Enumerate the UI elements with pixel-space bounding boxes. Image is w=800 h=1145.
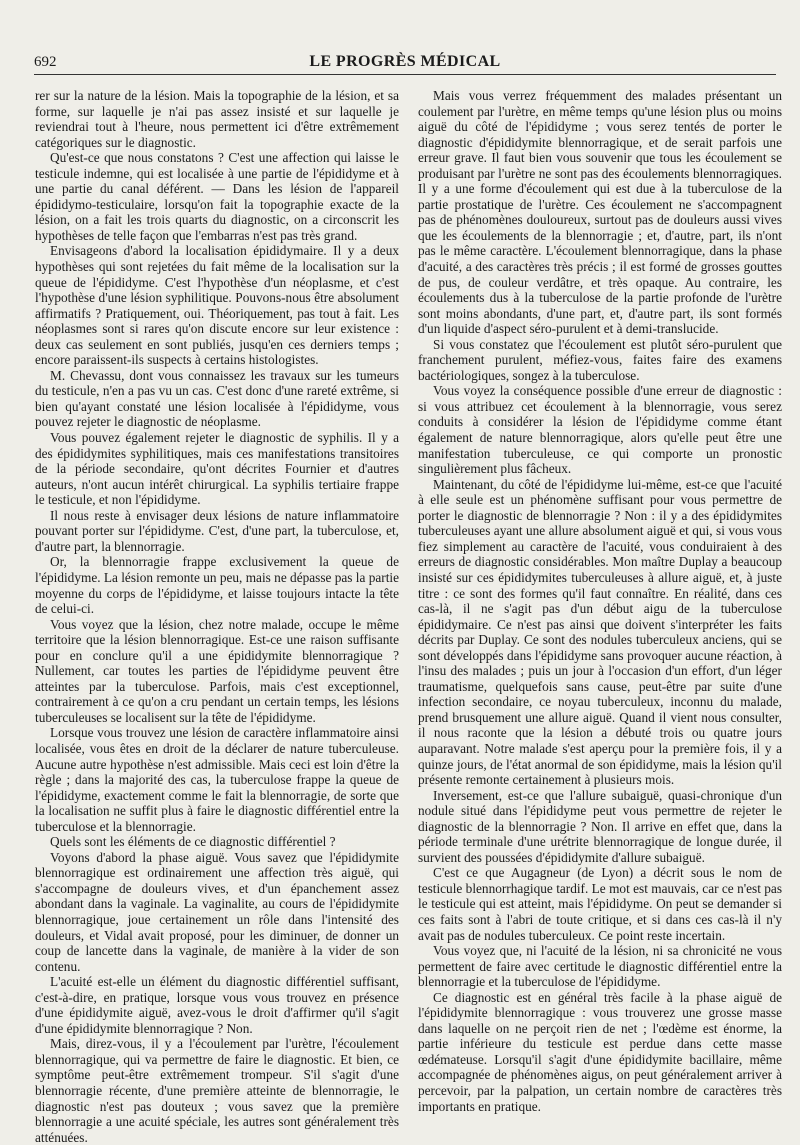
left-column [35, 88, 399, 1145]
paragraph: C'est ce que Augagneur (de Lyon) a décrit sous le nom de testicule blennorrhagique tardif. Le mot est mauvais, car ce n'est pas le testicule qui est atteint, mais l'épididyme. On peut se demander si ces faits sont à l'abri de toute critique, et si dans ces cas-là il n'y avait pas de nodules tuberculeux. Ce point reste incertain. [418, 865, 782, 943]
paragraph: Lorsque vous trouvez une lésion de caractère inflammatoire ainsi localisée, vous êtes en droit de la déclarer de nature tuberculeuse. Aucune autre hypothèse n'est admissible. Mais ceci est loin d'être la règle ; dans la majorité des cas, la tuberculose frappe la queue de l'épididyme, exactement comme le fait la blennorragie, de sorte que la localisation ne suffit plus à faire le diagnostic différentiel entre la tuberculose et la blennorragie. [35, 725, 399, 834]
page-header [34, 52, 776, 75]
paragraph: Mais vous verrez fréquemment des malades présentant un coulement par l'urètre, en même temps qu'une lésion plus ou moins aiguë du côté de l'épididyme ; vous serez tentés de porter le diagnostic d'épididymite blennorragique, et de serait parfois une erreur grave. Il faut bien vous souvenir que tous les écoulement se produisant par l'urètre ne sont pas des écoulements blennorragiques. Il y a une forme d'écoulement qui est due à la tuberculose de la partie prostatique de l'urètre. Ces écoulement ne s'accompagnent pas de phénomènes douloureux, surtout pas de douleurs aussi vives que les écoulements de la blennorragie ; et, d'autre, part, ils n'ont pas le même caractère. L'écoulement blennorragique, dans la phase d'acuité, a des caractères très précis ; il est formé de grosses gouttes de pus, de couleur verdâtre, et très opaque. Au contraire, les écoulements dus à la tuberculose de la partie profonde de l'urètre sont moins abondants, d'une part, et, d'autre part, ils sont formés d'un liquide d'aspect séro-purulent et à demi-translucide. [418, 88, 782, 337]
paragraph: Il nous reste à envisager deux lésions de nature inflammatoire pouvant porter sur l'épididyme. C'est, d'une part, la tuberculose, et, d'autre part, la blennorragie. [35, 507, 399, 554]
journal-title: LE PROGRÈS MÉDICAL [309, 53, 501, 70]
paragraph: Maintenant, du côté de l'épididyme lui-même, est-ce que l'acuité à elle seule est un phénomène suffisant pour vous permettre de porter le diagnostic de blennorragie ? Non : il y a des épididymites tuberculeuses ayant une allure absolument aiguë et qui, si vous vous fiez simplement au caractère de l'acuité, vous conduiraient à des erreurs de diagnostic considérables. Mon maître Duplay a beaucoup insisté sur ces épididymites tuberculeuses à allure aiguë, et, à juste titre : ce sont des formes qu'il faut connaître. En réalité, dans ces cas-là, il ne s'agit pas d'un début aigu de la tuberculose épididymaire. Ce n'est pas ainsi que doivent s'interpréter les faits décrits par Duplay. Ce sont des nodules tuberculeux anciens, qui se sont développés dans l'épididyme sans provoquer aucune réaction, à l'insu des malades ; puis un jour à l'occasion d'un effort, d'un léger traumatisme, quelquefois sans cause, peut-être par suite d'une infection secondaire, ce noyau tuberculeux, inconnu du malade, prend brusquement une allure aiguë. Quand il vient nous consulter, il nous raconte que la lésion a débuté trois ou quatre jours auparavant. Notre malade s'est aperçu pour la première fois, il y a quinze jours, de l'état anormal de son épididyme, mais la lésion qu'il présente remonte certainement à plusieurs mois. [418, 476, 782, 788]
paragraph: Qu'est-ce que nous constatons ? C'est une affection qui laisse le testicule indemne, qui est localisée à une partie de l'épididyme et à une partie du canal déférent. — Dans les lésion de l'appareil épididymo-testiculaire, lorsqu'on fait la topographie exacte de la lésion, on a fait les trois quarts du diagnostic, on a circonscrit les hypothèses de telle façon que l'embarras n'est pas très grand. [35, 150, 399, 243]
paragraph: Inversement, est-ce que l'allure subaiguë, quasi-chronique d'un nodule situé dans l'épididyme peut vous permettre de rejeter le diagnostic de la blennorragie ? Non. Il arrive en effet que, dans la période terminale d'une urétrite blennorragique de longue durée, il survient des poussées d'épididymite d'allure subaiguë. [418, 787, 782, 865]
paragraph: L'acuité est-elle un élément du diagnostic différentiel suffisant, c'est-à-dire, en pratique, lorsque vous vous trouvez en présence d'une épididymite aiguë, avez-vous le droit d'affirmer qu'il s'agit d'une épididymite blennorragique ? Non. [35, 974, 399, 1036]
paragraph: Quels sont les éléments de ce diagnostic différentiel ? [50, 834, 336, 850]
paragraph: Mais, direz-vous, il y a l'écoulement par l'urètre, l'écoulement blennorragique, qui va permettre de faire le diagnostic. Et bien, ce symptôme peut-être extrêmement trompeur. S'il s'agit d'une blennorragie récente, d'une première atteinte de blennorragie, le diagnostic n'est pas douteux ; vous savez que la première blennorragie a une acuité spéciale, les autres sont généralement très atténuées. [35, 1036, 399, 1145]
paragraph: Or, la blennorragie frappe exclusivement la queue de l'épididyme. La lésion remonte un peu, mais ne dépasse pas la partie moyenne du corps de l'épididyme, et laisse toujours intacte la tête de celui-ci. [35, 554, 399, 617]
paragraph: Envisageons d'abord la localisation épididymaire. Il y a deux hypothèses qui sont rejetées du fait même de la localisation sur la queue de l'épididyme. C'est l'hypothèse d'un néoplasme, et c'est l'hypothèse d'une lésion syphilitique. Pouvons-nous être absolument affirmatifs ? Pratiquement, oui. Théoriquement, pas tout à fait. Les néoplasmes sont si rares qu'on discute encore sur leur existence : deux cas seulement en sont publiés, jusqu'en ces derniers temps ; encore paraissent-ils suspects à certains histologistes. [35, 243, 399, 368]
paragraph: Vous voyez que la lésion, chez notre malade, occupe le même territoire que la lésion blennorragique. Est-ce une raison suffisante pour en conclure qu'il a une épididymite blennorragique ? Nullement, car toutes les parties de l'épididyme peuvent être atteintes par la tuberculose. Parfois, mais c'est exceptionnel, contrairement à ce qu'on a cru pendant un certain temps, les lésions tuberculeuses se localisent sur la tête de l'épididyme. [35, 616, 399, 725]
page-number: 692 [34, 54, 57, 70]
paragraph: Voyons d'abord la phase aiguë. Vous savez que l'épididymite blennorragique est ordinairement une affection très aiguë, qui s'accompagne de douleurs vives, et d'un épanchement assez abondant dans la vaginale. La vaginalite, au cours de l'épididymite blennorragique, joue certainement un rôle dans l'intensité des douleurs, et Vidal avait proposé, pour les diminuer, de donner un coup de lancette dans la vaginale, de manière à la vider de son contenu. [35, 849, 399, 974]
paragraph: M. Chevassu, dont vous connaissez les travaux sur les tumeurs du testicule, n'en a pas vu un cas. C'est donc d'une rareté extrême, si bien qu'ayant constaté une lésion localisée à l'épididyme, vous pouvez rejeter le diagnostic de néoplasme. [35, 367, 399, 430]
right-column [418, 88, 782, 1114]
paragraph: Si vous constatez que l'écoulement est plutôt séro-purulent que franchement purulent, méfiez-vous, faites faire des examens bactériologiques, songez à la tuberculose. [418, 336, 782, 383]
paragraph: Vous pouvez également rejeter le diagnostic de syphilis. Il y a des épididymites syphilitiques, mais ces manifestations transitoires de la période secondaire, qu'ont décrites Fournier et d'autres auteurs, n'ont aucun intérêt chirurgical. La syphilis tertiaire frappe le testicule, et non l'épididyme. [35, 430, 399, 508]
paragraph: Vous voyez la conséquence possible d'une erreur de diagnostic : si vous attribuez cet écoulement à la blennorragie, vous serez conduits à considérer la lésion de l'épididyme comme étant également de nature blennorragique, alors qu'elle peut être une manifestation tuberculeuse, ce qui comporte un pronostic singulièrement plus fâcheux. [418, 383, 782, 477]
paragraph: Vous voyez que, ni l'acuité de la lésion, ni sa chronicité ne vous permettent de faire avec certitude le diagnostic différentiel entre la blennorragie et la tuberculose de l'épididyme. [418, 943, 782, 990]
paragraph: Ce diagnostic est en général très facile à la phase aiguë de l'épididymite blennorragique : vous trouverez une grosse masse dans laquelle on ne perçoit rien de net ; l'œdème est énorme, la partie inférieure du testicule est perdue dans cette masse œdémateuse. Lorsqu'il s'agit d'une épididymite bacillaire, même accompagnée de phénomènes aigus, on peut généralement arriver à percevoir, par la palpation, un certain nombre de caractères très importants en pratique. [418, 989, 782, 1114]
paragraph: rer sur la nature de la lésion. Mais la topographie de la lésion, et sa forme, sur laquelle je n'ai pas assez insisté et sur laquelle je reviendrai tout à l'heure, nous permettent ici d'être extrêmement catégoriques sur le diagnostic. [35, 88, 399, 150]
